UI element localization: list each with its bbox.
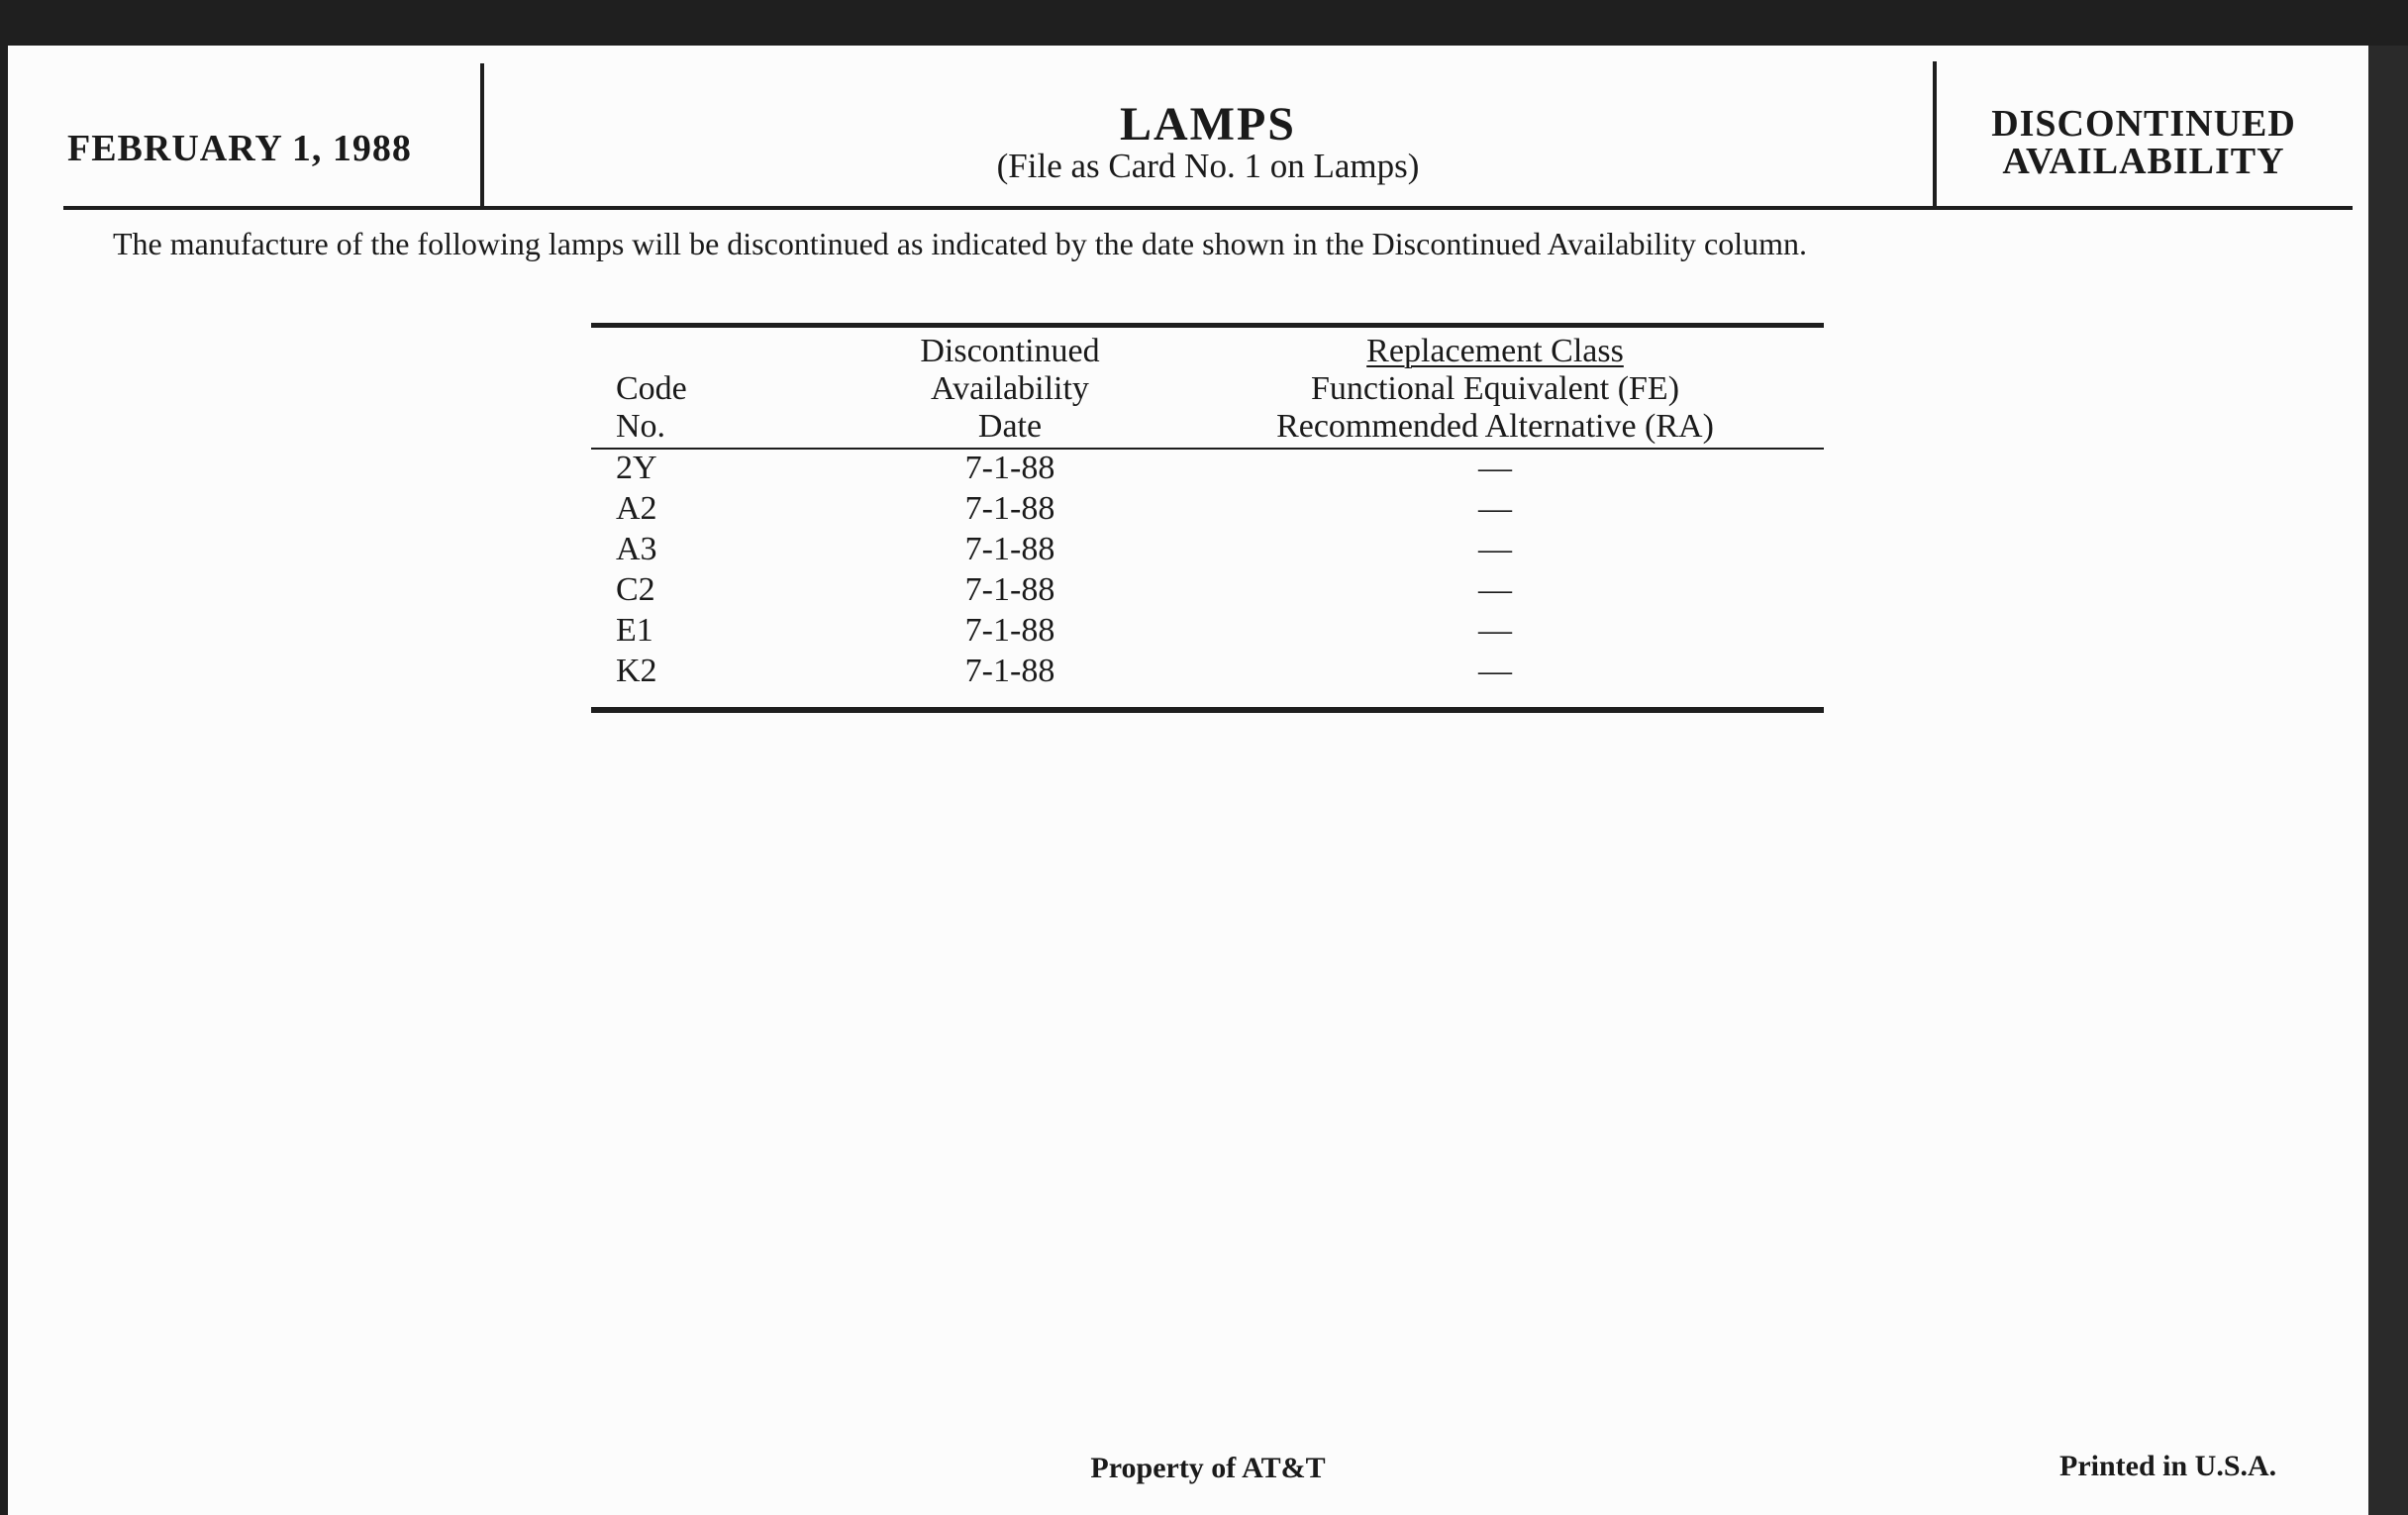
header-status xyxy=(1941,105,2347,180)
table-row xyxy=(591,569,1824,610)
table-top-rule xyxy=(591,323,1824,328)
cell-date: 7-1-88 xyxy=(964,531,1055,567)
header-rule xyxy=(63,206,2353,210)
cell-replacement: — xyxy=(1478,490,1512,527)
cell-replacement: — xyxy=(1478,653,1512,689)
header-date: FEBRUARY 1, 1988 xyxy=(67,128,412,169)
table-bottom-rule xyxy=(591,707,1824,713)
table-row xyxy=(591,610,1824,651)
cell-code: A3 xyxy=(616,531,657,567)
cell-date: 7-1-88 xyxy=(964,653,1055,689)
column-header-replacement-line3: Recommended Alternative (RA) xyxy=(1276,408,1714,445)
scan-edge xyxy=(2368,46,2408,1515)
table-row xyxy=(591,448,1824,488)
column-header-code-line2: No. xyxy=(616,408,666,445)
header-divider-left xyxy=(480,63,484,210)
cell-code: A2 xyxy=(616,490,657,527)
cell-date: 7-1-88 xyxy=(964,571,1055,608)
column-header-date xyxy=(871,333,1149,446)
header-status-line2: AVAILABILITY xyxy=(2002,141,2285,182)
cell-code: 2Y xyxy=(616,450,657,486)
cell-replacement: — xyxy=(1478,571,1512,608)
table-row xyxy=(591,488,1824,529)
document-card xyxy=(8,46,2368,1515)
header-divider-right xyxy=(1933,61,1937,210)
intro-paragraph: The manufacture of the following lamps will be discontinued as indicated by the date shown in the Discontinued Availability column. xyxy=(113,226,1808,261)
table-row xyxy=(591,529,1824,569)
cell-code: K2 xyxy=(616,653,657,689)
column-header-code xyxy=(616,370,687,446)
cell-code: C2 xyxy=(616,571,655,608)
column-header-date-line2: Availability xyxy=(931,370,1089,407)
column-header-replacement xyxy=(1218,333,1772,446)
header-status-line1: DISCONTINUED xyxy=(1991,103,2296,145)
footer-owner: Property of AT&T xyxy=(1090,1452,1326,1484)
column-header-date-line3: Date xyxy=(977,408,1043,445)
cell-code: E1 xyxy=(616,612,653,649)
table-row xyxy=(591,651,1824,691)
column-header-replacement-line2: Functional Equivalent (FE) xyxy=(1310,370,1680,407)
column-header-date-line1: Discontinued xyxy=(920,333,1100,369)
page-subtitle: (File as Card No. 1 on Lamps) xyxy=(996,147,1420,185)
cell-replacement: — xyxy=(1478,450,1512,486)
footer-printed: Printed in U.S.A. xyxy=(2059,1450,2277,1482)
column-header-replacement-line1: Replacement Class xyxy=(1366,333,1624,369)
cell-date: 7-1-88 xyxy=(964,490,1055,527)
column-header-code-line1: Code xyxy=(616,370,687,407)
cell-replacement: — xyxy=(1478,612,1512,649)
cell-date: 7-1-88 xyxy=(964,612,1055,649)
page-title: LAMPS xyxy=(1120,98,1296,151)
cell-replacement: — xyxy=(1478,531,1512,567)
cell-date: 7-1-88 xyxy=(964,450,1055,486)
table-body xyxy=(591,448,1824,691)
